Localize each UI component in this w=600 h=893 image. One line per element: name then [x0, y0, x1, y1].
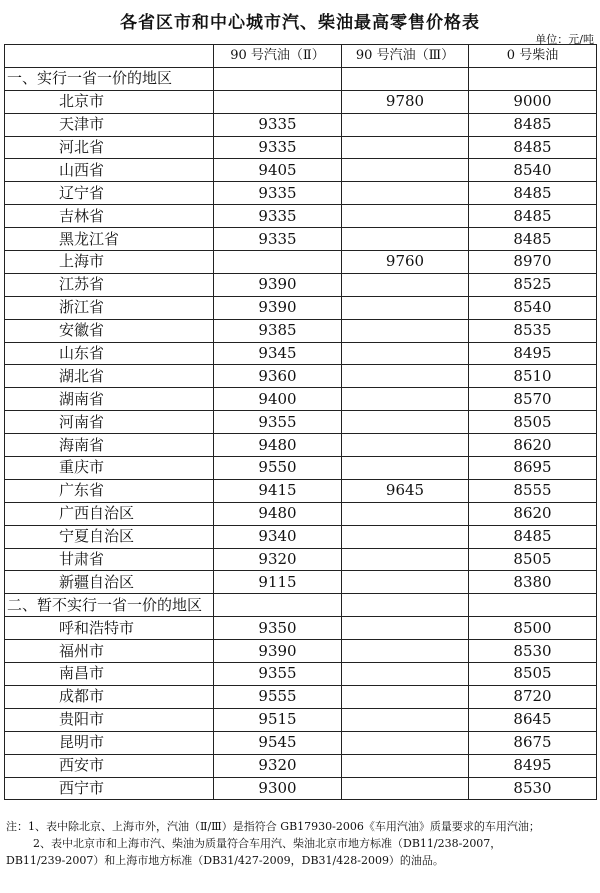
region-name: 天津市: [5, 113, 214, 136]
gasoline-90-iii-price: [342, 319, 469, 342]
region-name: 贵阳市: [5, 708, 214, 731]
gasoline-90-ii-price: 9545: [214, 731, 342, 754]
region-name: 浙江省: [5, 296, 214, 319]
gasoline-90-iii-price: [342, 159, 469, 182]
table-row: [5, 136, 597, 159]
gasoline-90-ii-price: 9300: [214, 777, 342, 800]
diesel-0-price: 8525: [469, 273, 597, 296]
table-row: [5, 296, 597, 319]
gasoline-90-ii-price: 9390: [214, 296, 342, 319]
column-header-gasoline-90-iii: 90 号汽油（Ⅲ）: [342, 45, 469, 68]
gasoline-90-iii-price: 9645: [342, 479, 469, 502]
table-row: [5, 731, 597, 754]
gasoline-90-ii-price: 9115: [214, 571, 342, 594]
table-row: [5, 319, 597, 342]
diesel-0-price: 8485: [469, 113, 597, 136]
region-name: 北京市: [5, 90, 214, 113]
table-row: [5, 502, 597, 525]
gasoline-90-iii-price: [342, 296, 469, 319]
diesel-0-price: 8535: [469, 319, 597, 342]
table-row: [5, 685, 597, 708]
gasoline-90-ii-price: 9385: [214, 319, 342, 342]
diesel-0-price: 8505: [469, 548, 597, 571]
unit-label: 单位：元/吨: [535, 33, 594, 46]
column-header-gasoline-90-ii: 90 号汽油（Ⅱ）: [214, 45, 342, 68]
gasoline-90-ii-price: 9515: [214, 708, 342, 731]
region-name: 西宁市: [5, 777, 214, 800]
diesel-0-price: 8555: [469, 479, 597, 502]
footnote-2-continued: DB11/239-2007）和上海市地方标准（DB31/427-2009，DB31/428-2009）的油品。: [6, 854, 444, 867]
diesel-0-price: 8530: [469, 777, 597, 800]
table-row: [5, 90, 597, 113]
gasoline-90-ii-price: 9320: [214, 754, 342, 777]
gasoline-90-ii-price: 9335: [214, 182, 342, 205]
gasoline-90-ii-price: 9480: [214, 434, 342, 457]
gasoline-90-ii-price: 9355: [214, 663, 342, 686]
diesel-0-price: 8485: [469, 136, 597, 159]
diesel-0-price: 8695: [469, 457, 597, 480]
gasoline-90-iii-price: [342, 663, 469, 686]
gasoline-90-iii-price: [342, 777, 469, 800]
gasoline-90-ii-price: 9340: [214, 525, 342, 548]
diesel-0-price: 8540: [469, 296, 597, 319]
gasoline-90-ii-price: 9390: [214, 273, 342, 296]
gasoline-90-iii-price: [342, 708, 469, 731]
gasoline-90-ii-price: 9355: [214, 411, 342, 434]
section-row: [5, 67, 597, 90]
gasoline-90-ii-price: 9415: [214, 479, 342, 502]
table-row: [5, 159, 597, 182]
diesel-0-price: 8485: [469, 228, 597, 251]
gasoline-90-iii-price: [342, 205, 469, 228]
table-row: [5, 228, 597, 251]
region-name: 山东省: [5, 342, 214, 365]
region-name: 呼和浩特市: [5, 617, 214, 640]
region-name: 湖南省: [5, 388, 214, 411]
diesel-0-price: 8495: [469, 342, 597, 365]
gasoline-90-iii-price: [342, 548, 469, 571]
section-heading: 一、实行一省一价的地区: [5, 67, 214, 90]
empty-cell: [342, 67, 469, 90]
region-name: 新疆自治区: [5, 571, 214, 594]
region-name: 湖北省: [5, 365, 214, 388]
diesel-0-price: 8620: [469, 434, 597, 457]
diesel-0-price: 8540: [469, 159, 597, 182]
region-name: 江苏省: [5, 273, 214, 296]
gasoline-90-iii-price: 9760: [342, 251, 469, 274]
empty-cell: [214, 594, 342, 617]
diesel-0-price: 8620: [469, 502, 597, 525]
region-name: 南昌市: [5, 663, 214, 686]
gasoline-90-iii-price: [342, 434, 469, 457]
diesel-0-price: 8530: [469, 640, 597, 663]
empty-cell: [469, 594, 597, 617]
table-row: [5, 479, 597, 502]
table-row: [5, 365, 597, 388]
region-name: 成都市: [5, 685, 214, 708]
footnote-1: 注：1、表中除北京、上海市外，汽油（Ⅱ/Ⅲ）是指符合 GB17930-2006《车用汽油》质量要求的车用汽油；: [6, 820, 540, 833]
footnotes: [6, 818, 596, 869]
column-header-region: [5, 45, 214, 68]
diesel-0-price: 8505: [469, 411, 597, 434]
gasoline-90-iii-price: [342, 273, 469, 296]
gasoline-90-ii-price: [214, 90, 342, 113]
table-row: [5, 708, 597, 731]
gasoline-90-iii-price: [342, 525, 469, 548]
section-heading: 二、暂不实行一省一价的地区: [5, 594, 214, 617]
table-row: [5, 777, 597, 800]
table-row: [5, 525, 597, 548]
table-row: [5, 388, 597, 411]
gasoline-90-ii-price: 9550: [214, 457, 342, 480]
gasoline-90-ii-price: 9335: [214, 113, 342, 136]
table-row: [5, 663, 597, 686]
gasoline-90-iii-price: [342, 136, 469, 159]
diesel-0-price: 8500: [469, 617, 597, 640]
price-table-body: [5, 45, 597, 800]
gasoline-90-iii-price: [342, 502, 469, 525]
gasoline-90-iii-price: 9780: [342, 90, 469, 113]
footnote-2: 2、表中北京市和上海市汽、柴油为质量符合车用汽、柴油北京市地方标准（DB11/238-2007，: [33, 837, 502, 850]
region-name: 福州市: [5, 640, 214, 663]
gasoline-90-iii-price: [342, 388, 469, 411]
gasoline-90-ii-price: 9390: [214, 640, 342, 663]
region-name: 河北省: [5, 136, 214, 159]
gasoline-90-ii-price: 9335: [214, 136, 342, 159]
gasoline-90-iii-price: [342, 571, 469, 594]
table-row: [5, 182, 597, 205]
table-row: [5, 754, 597, 777]
gasoline-90-iii-price: [342, 228, 469, 251]
diesel-0-price: 9000: [469, 90, 597, 113]
gasoline-90-ii-price: 9480: [214, 502, 342, 525]
empty-cell: [342, 594, 469, 617]
diesel-0-price: 8645: [469, 708, 597, 731]
region-name: 吉林省: [5, 205, 214, 228]
gasoline-90-iii-price: [342, 731, 469, 754]
gasoline-90-ii-price: 9320: [214, 548, 342, 571]
diesel-0-price: 8380: [469, 571, 597, 594]
region-name: 宁夏自治区: [5, 525, 214, 548]
gasoline-90-iii-price: [342, 640, 469, 663]
region-name: 黑龙江省: [5, 228, 214, 251]
table-row: [5, 640, 597, 663]
gasoline-90-ii-price: 9335: [214, 205, 342, 228]
empty-cell: [469, 67, 597, 90]
region-name: 西安市: [5, 754, 214, 777]
table-row: [5, 342, 597, 365]
diesel-0-price: 8505: [469, 663, 597, 686]
gasoline-90-ii-price: [214, 251, 342, 274]
region-name: 山西省: [5, 159, 214, 182]
page-title: 各省区市和中心城市汽、柴油最高零售价格表: [120, 13, 480, 33]
column-header-diesel-0: 0 号柴油: [469, 45, 597, 68]
table-row: [5, 251, 597, 274]
gasoline-90-ii-price: 9405: [214, 159, 342, 182]
empty-cell: [214, 67, 342, 90]
region-name: 辽宁省: [5, 182, 214, 205]
diesel-0-price: 8970: [469, 251, 597, 274]
diesel-0-price: 8675: [469, 731, 597, 754]
table-row: [5, 457, 597, 480]
diesel-0-price: 8485: [469, 525, 597, 548]
region-name: 河南省: [5, 411, 214, 434]
table-row: [5, 205, 597, 228]
table-row: [5, 548, 597, 571]
region-name: 广西自治区: [5, 502, 214, 525]
table-row: [5, 617, 597, 640]
gasoline-90-iii-price: [342, 457, 469, 480]
table-row: [5, 434, 597, 457]
gasoline-90-iii-price: [342, 617, 469, 640]
diesel-0-price: 8570: [469, 388, 597, 411]
diesel-0-price: 8485: [469, 182, 597, 205]
gasoline-90-ii-price: 9555: [214, 685, 342, 708]
table-row: [5, 571, 597, 594]
region-name: 海南省: [5, 434, 214, 457]
price-table: [4, 44, 597, 800]
diesel-0-price: 8720: [469, 685, 597, 708]
gasoline-90-ii-price: 9400: [214, 388, 342, 411]
gasoline-90-ii-price: 9345: [214, 342, 342, 365]
gasoline-90-iii-price: [342, 342, 469, 365]
region-name: 广东省: [5, 479, 214, 502]
gasoline-90-iii-price: [342, 365, 469, 388]
gasoline-90-ii-price: 9360: [214, 365, 342, 388]
table-header-row: [5, 45, 597, 68]
region-name: 昆明市: [5, 731, 214, 754]
gasoline-90-iii-price: [342, 685, 469, 708]
diesel-0-price: 8485: [469, 205, 597, 228]
table-row: [5, 113, 597, 136]
gasoline-90-iii-price: [342, 411, 469, 434]
region-name: 甘肃省: [5, 548, 214, 571]
section-row: [5, 594, 597, 617]
gasoline-90-ii-price: 9335: [214, 228, 342, 251]
diesel-0-price: 8495: [469, 754, 597, 777]
gasoline-90-iii-price: [342, 113, 469, 136]
table-row: [5, 273, 597, 296]
gasoline-90-iii-price: [342, 182, 469, 205]
region-name: 安徽省: [5, 319, 214, 342]
region-name: 重庆市: [5, 457, 214, 480]
region-name: 上海市: [5, 251, 214, 274]
gasoline-90-iii-price: [342, 754, 469, 777]
table-row: [5, 411, 597, 434]
gasoline-90-ii-price: 9350: [214, 617, 342, 640]
diesel-0-price: 8510: [469, 365, 597, 388]
